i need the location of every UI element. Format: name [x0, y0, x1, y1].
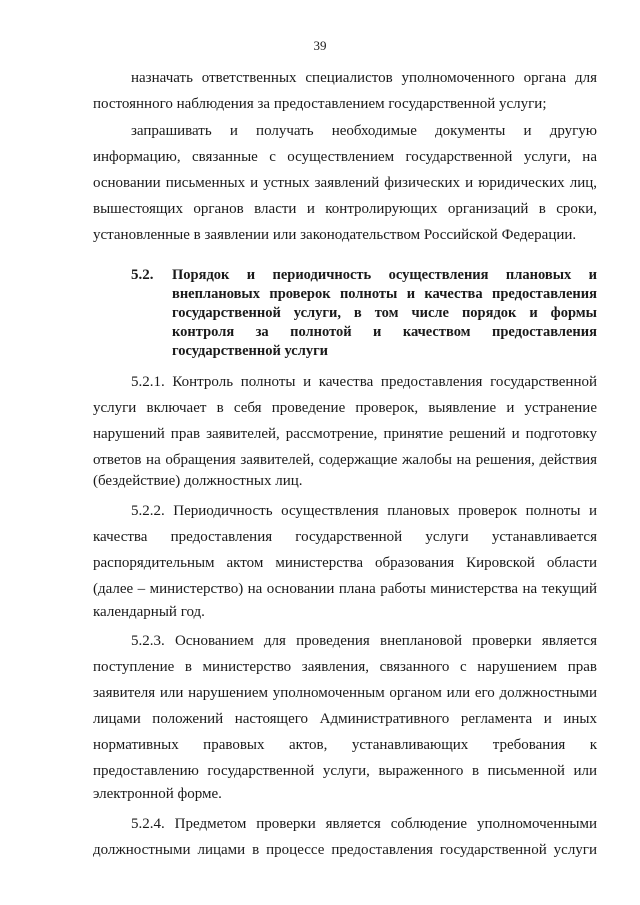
text-line: 5.2.2. Периодичность осуществления плановых проверок полноты и [131, 503, 597, 519]
text-line: вышестоящих органов власти и контролирующих организаций в сроки, [93, 201, 597, 217]
text-line: календарный год. [93, 604, 205, 620]
section-number: 5.2. [131, 267, 154, 283]
text-line: нормативных правовых актов, устанавливающих требования к [93, 737, 597, 753]
text-line: нарушений прав заявителей, рассмотрение, принятие решений и подготовку [93, 426, 597, 442]
text-line: назначать ответственных специалистов уполномоченного органа для [131, 70, 597, 86]
section-title-line: контроля за полнотой и качеством предоставления [172, 324, 597, 340]
text-line: (бездействие) должностных лиц. [93, 473, 303, 489]
text-line: постоянного наблюдения за предоставлением государственной услуги; [93, 96, 547, 112]
text-line: заявителя или нарушением уполномоченным органом или его должностными [93, 685, 597, 701]
text-line: 5.2.3. Основанием для проведения внеплановой проверки является [131, 633, 597, 649]
section-title-line: внеплановых проверок полноты и качества предоставления [172, 286, 597, 302]
text-line: электронной форме. [93, 786, 222, 802]
text-line: качества предоставления государственной услуги устанавливается [93, 529, 597, 545]
text-line: услуги включает в себя проведение проверок, выявление и устранение [93, 400, 597, 416]
section-title-line: государственной услуги [172, 343, 329, 359]
text-line: должностными лицами в процессе предоставления государственной услуги [93, 842, 597, 858]
text-line: 5.2.4. Предметом проверки является соблюдение уполномоченными [131, 816, 597, 832]
text-line: информацию, связанные с осуществлением государственной услуги, на [93, 149, 597, 165]
text-line: (далее – министерство) на основании плана работы министерства на текущий [93, 581, 597, 597]
text-line: предоставлению государственной услуги, выраженного в письменной или [93, 763, 597, 779]
section-title-line: государственной услуги, в том числе порядок и формы [172, 305, 597, 321]
text-line: распорядительным актом министерства образования Кировской области [93, 555, 597, 571]
text-line: 5.2.1. Контроль полноты и качества предоставления государственной [131, 374, 597, 390]
text-line: поступление в министерство заявления, связанного с нарушением прав [93, 659, 597, 675]
text-line: ответов на обращения заявителей, содержащие жалобы на решения, действия [93, 452, 597, 468]
text-line: установленные в заявлении или законодательством Российской Федерации. [93, 227, 577, 243]
text-line: основании письменных и устных заявлений физических и юридических лиц, [93, 175, 597, 191]
text-line: запрашивать и получать необходимые документы и другую [131, 123, 597, 139]
page-number: 39 [313, 38, 327, 53]
section-title-line: Порядок и периодичность осуществления плановых и [172, 267, 597, 283]
text-line: лицами положений настоящего Административного регламента и иных [93, 711, 597, 727]
